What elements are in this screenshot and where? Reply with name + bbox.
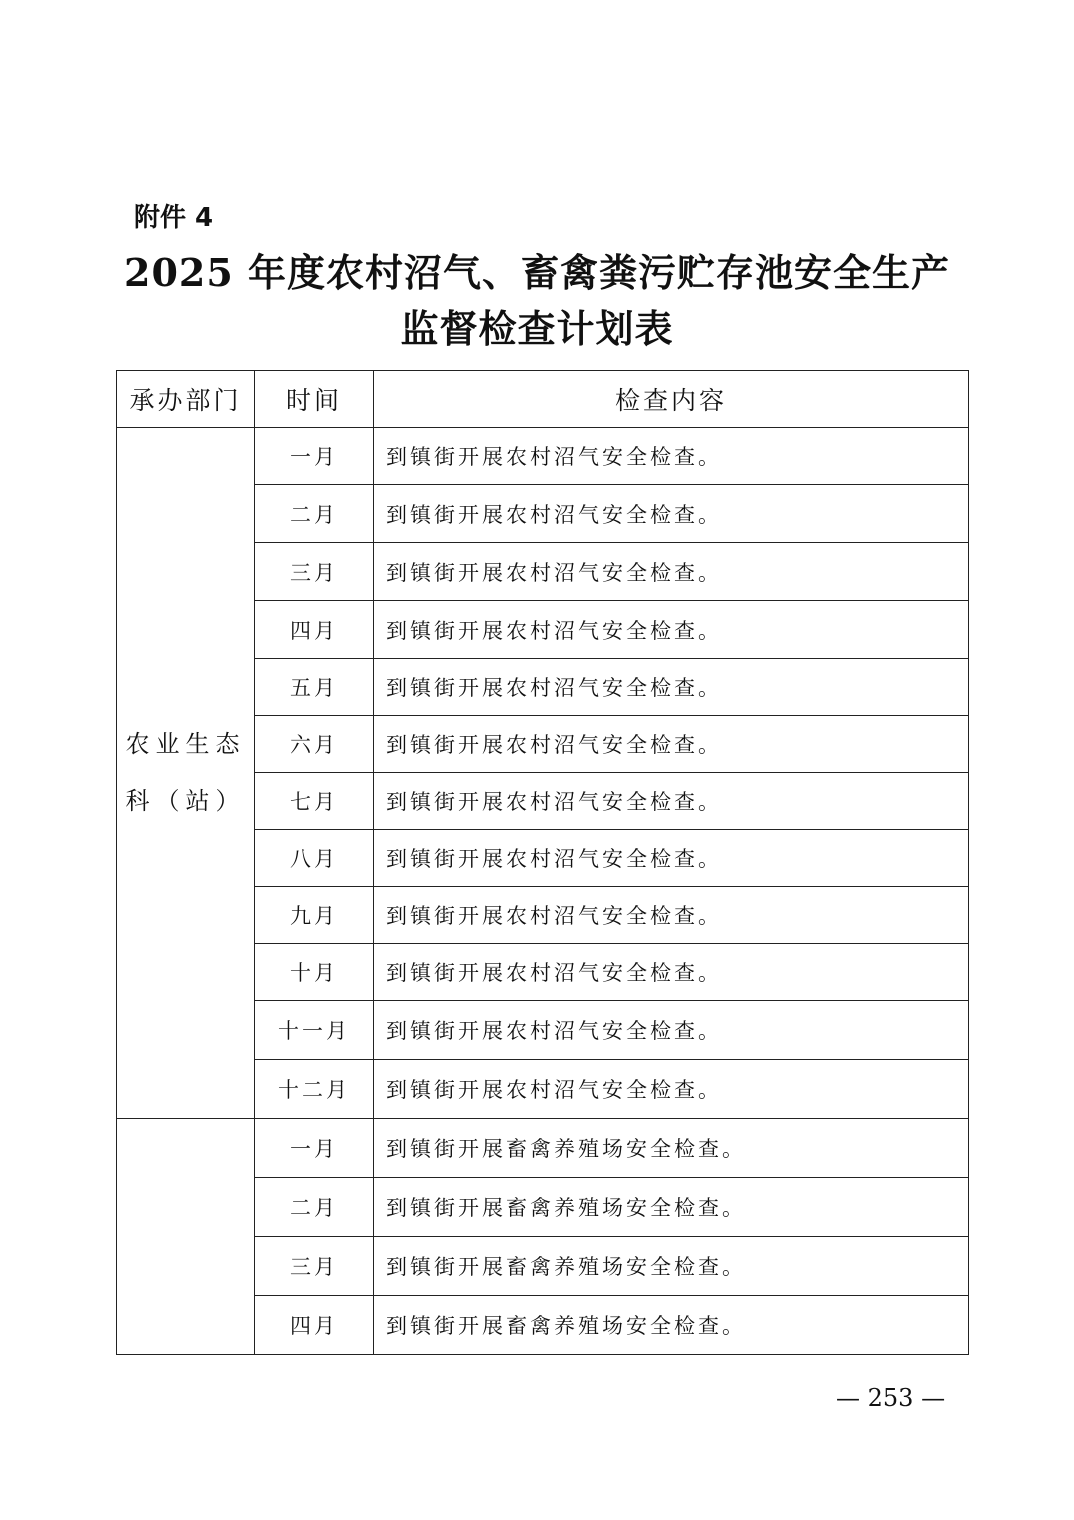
month-cell: 一月	[255, 1119, 374, 1178]
content-cell: 到镇街开展农村沼气安全检查。	[374, 1001, 969, 1060]
content-cell: 到镇街开展农村沼气安全检查。	[374, 485, 969, 543]
month-cell: 七月	[255, 773, 374, 830]
month-cell: 二月	[255, 1178, 374, 1237]
inspection-plan-table	[116, 370, 969, 1355]
content-cell: 到镇街开展畜禽养殖场安全检查。	[374, 1178, 969, 1237]
content-cell: 到镇街开展农村沼气安全检查。	[374, 716, 969, 773]
header-time: 时间	[255, 371, 374, 428]
content-cell: 到镇街开展农村沼气安全检查。	[374, 601, 969, 659]
content-cell: 到镇街开展农村沼气安全检查。	[374, 543, 969, 601]
month-cell: 一月	[255, 428, 374, 485]
table-row	[117, 428, 969, 485]
month-cell: 三月	[255, 543, 374, 601]
month-cell: 三月	[255, 1237, 374, 1296]
document-title-line-2: 监督检查计划表	[400, 306, 674, 351]
page-number: — 253 —	[836, 1384, 946, 1412]
header-content: 检查内容	[374, 371, 969, 428]
attachment-label: 附件 4	[134, 203, 214, 233]
content-cell: 到镇街开展农村沼气安全检查。	[374, 887, 969, 944]
content-cell: 到镇街开展农村沼气安全检查。	[374, 428, 969, 485]
header-department: 承办部门	[117, 371, 255, 428]
content-cell: 到镇街开展畜禽养殖场安全检查。	[374, 1119, 969, 1178]
document-title-line-1: 2025 年度农村沼气、畜禽粪污贮存池安全生产	[124, 250, 950, 295]
department-cell-second	[117, 1119, 255, 1355]
content-cell: 到镇街开展农村沼气安全检查。	[374, 830, 969, 887]
department-line-1: 农业生态	[125, 730, 246, 758]
month-cell: 十月	[255, 944, 374, 1001]
content-cell: 到镇街开展农村沼气安全检查。	[374, 1060, 969, 1119]
content-cell: 到镇街开展农村沼气安全检查。	[374, 659, 969, 716]
month-cell: 六月	[255, 716, 374, 773]
table-header-row	[117, 371, 969, 428]
department-line-2: 科（站）	[125, 787, 246, 815]
month-cell: 十一月	[255, 1001, 374, 1060]
table-row	[117, 1119, 969, 1178]
month-cell: 五月	[255, 659, 374, 716]
month-cell: 十二月	[255, 1060, 374, 1119]
month-cell: 四月	[255, 601, 374, 659]
month-cell: 四月	[255, 1296, 374, 1355]
content-cell: 到镇街开展农村沼气安全检查。	[374, 944, 969, 1001]
month-cell: 八月	[255, 830, 374, 887]
month-cell: 二月	[255, 485, 374, 543]
content-cell: 到镇街开展畜禽养殖场安全检查。	[374, 1296, 969, 1355]
department-cell-agri-eco	[117, 428, 255, 1119]
content-cell: 到镇街开展农村沼气安全检查。	[374, 773, 969, 830]
month-cell: 九月	[255, 887, 374, 944]
content-cell: 到镇街开展畜禽养殖场安全检查。	[374, 1237, 969, 1296]
